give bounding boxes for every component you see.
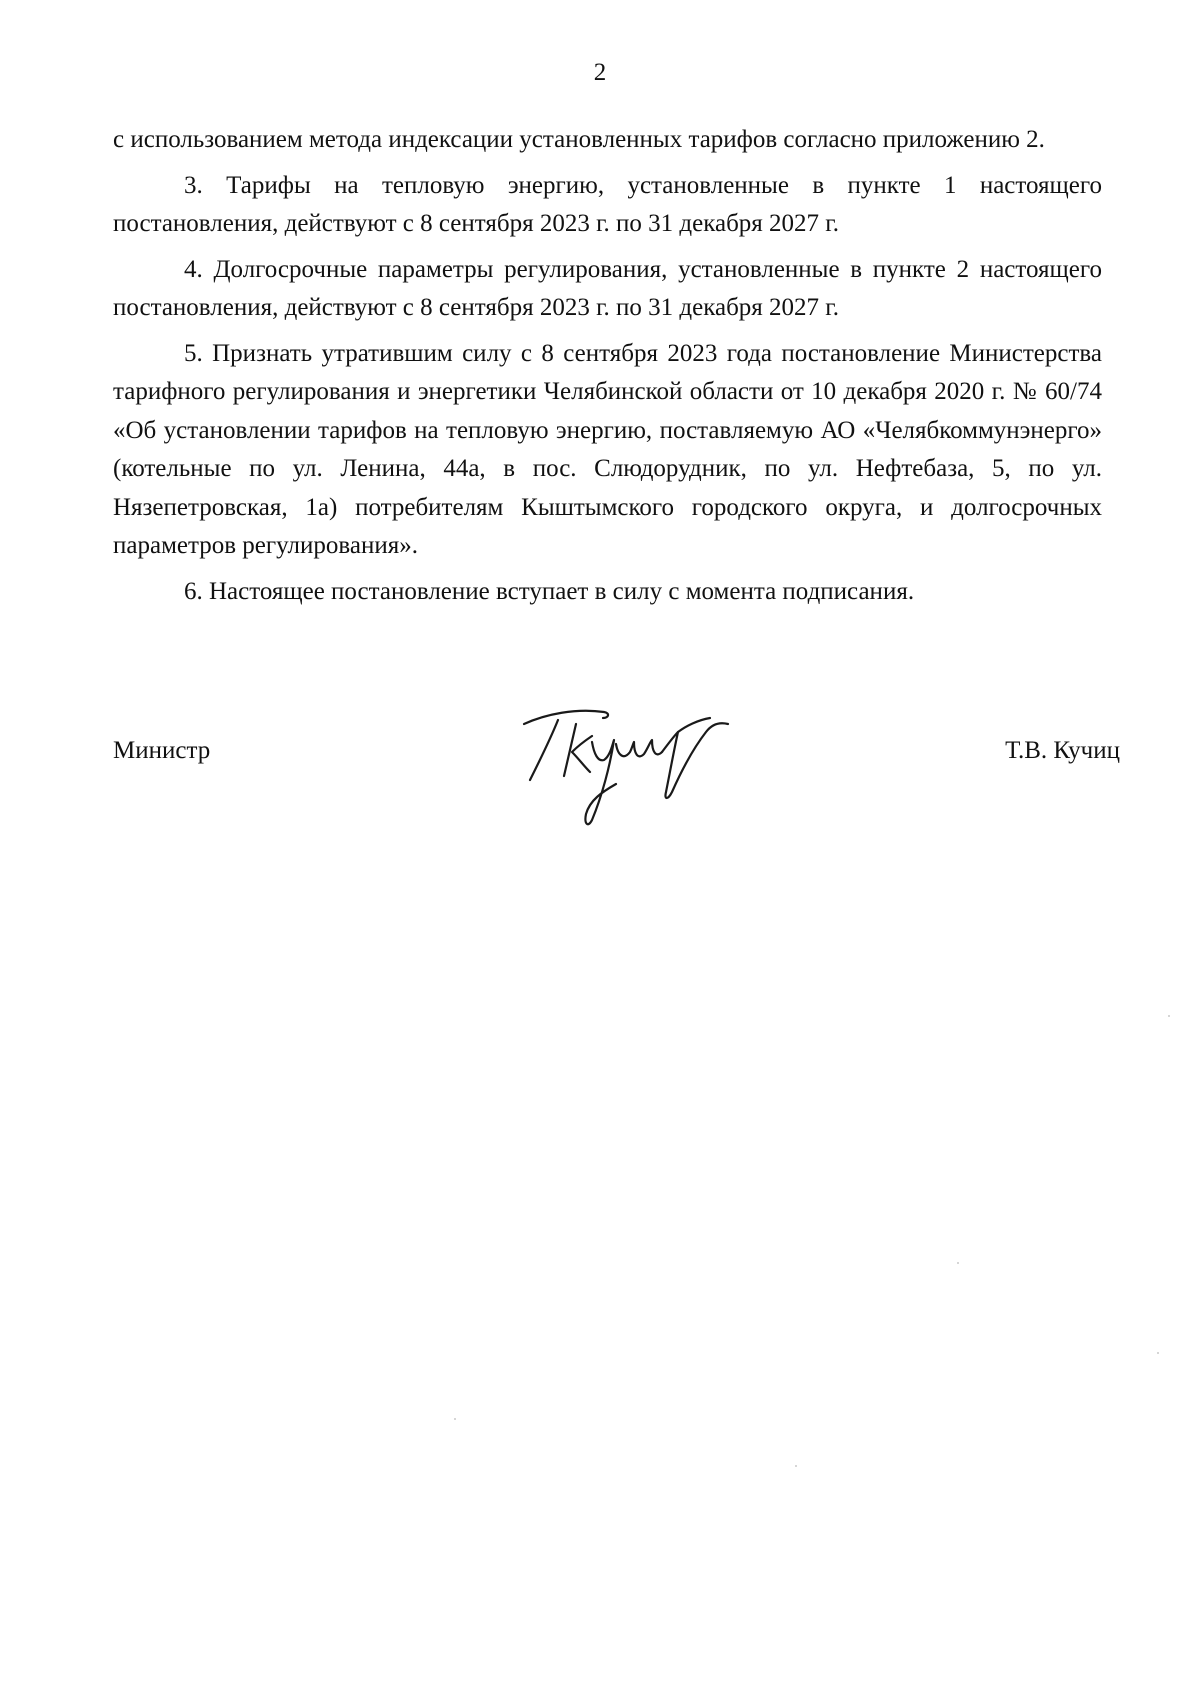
scan-speck	[1168, 1015, 1170, 1017]
paragraph-continuation: с использованием метода индексации установленных тарифов согласно приложению 2.	[113, 126, 1045, 153]
scan-speck	[454, 1418, 456, 1420]
document-body	[113, 121, 1102, 618]
paragraph-item-6: 6. Настоящее постановление вступает в силу с момента подписания.	[184, 577, 915, 605]
handwritten-signature	[506, 696, 766, 846]
signature-block	[113, 712, 1120, 842]
page-number: 2	[593, 59, 607, 86]
scan-speck	[957, 1262, 959, 1264]
paragraph-item-4: 4. Долгосрочные параметры регулирования, установленные в пункте 2 настоящего постановления, действуют с 8 сентября 2023 г. по 31 декабря 2027 г.	[113, 255, 1102, 321]
paragraph-item-3: 3. Тарифы на тепловую энергию, установленные в пункте 1 настоящего постановления, действуют с 8 сентября 2023 г. по 31 декабря 2027 г.	[113, 171, 1102, 237]
signer-position: Министр	[113, 737, 211, 764]
signer-name: Т.В. Кучиц	[1005, 737, 1120, 764]
scan-speck	[1157, 1352, 1159, 1354]
paragraph-item-5: 5. Признать утратившим силу с 8 сентября 2023 года постановление Министерства тарифного регулирования и энергетики Челябинской области от 10 декабря 2020 г. № 60/74 «Об установлении тарифов на тепловую энергию, поставляемую АО «Челябкоммунэнерго» (котельные по ул. Ленина, 44а, в пос. Слюдорудник, по ул. Нефтебаза, 5, по ул. Нязепетровская, 1а) потребителям Кыштымского городского округа, и долгосрочных параметров регулирования».	[113, 339, 1102, 559]
scan-speck	[795, 1465, 797, 1467]
